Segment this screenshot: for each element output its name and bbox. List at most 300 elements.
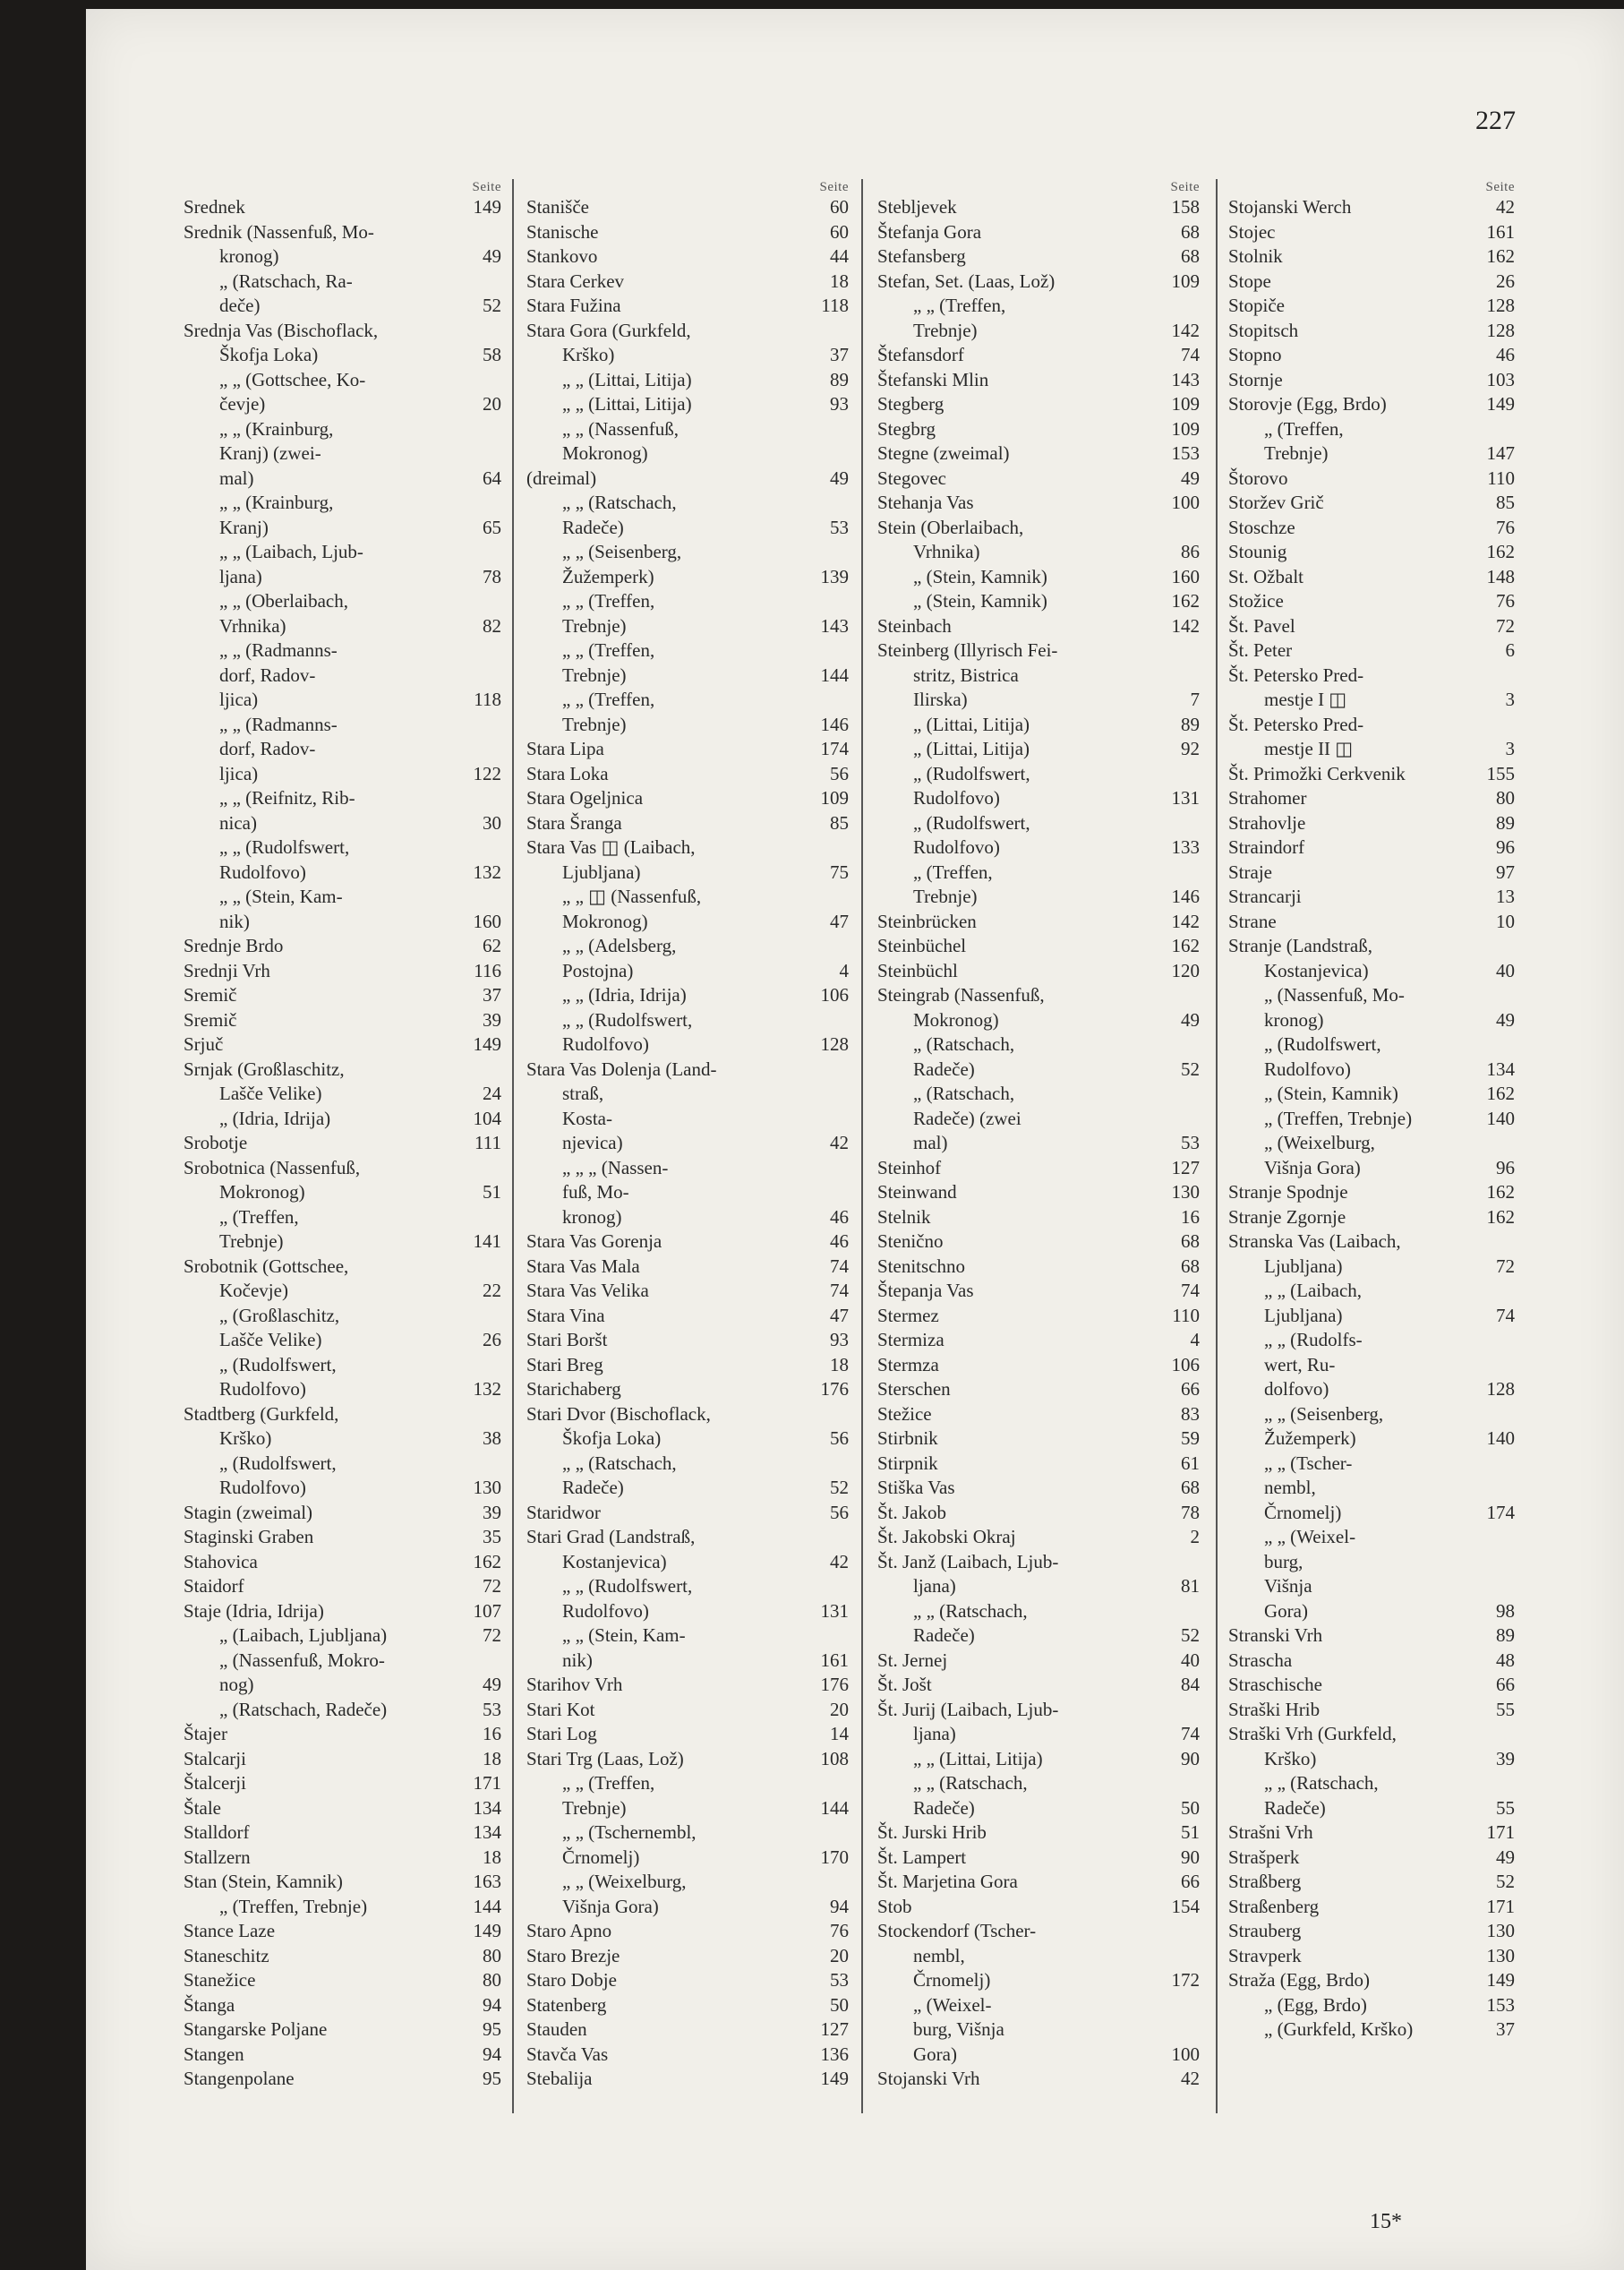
entry-name: čevje) <box>219 393 266 415</box>
entry-page: 109 <box>1171 270 1200 292</box>
index-column-4 <box>1228 179 1515 2043</box>
entry-page: 128 <box>1486 295 1515 316</box>
entry-page: 90 <box>1181 1747 1200 1769</box>
index-entry <box>526 1895 849 1920</box>
entry-name: „ (Ratschach, Radeče) <box>219 1698 388 1720</box>
entry-page: 176 <box>820 1378 849 1400</box>
entry-page: 148 <box>1486 565 1515 587</box>
entry-page: 39 <box>1496 1747 1515 1769</box>
entry-name: Stauden <box>526 2018 587 2040</box>
entry-name: „ (Egg, Brdo) <box>1264 1993 1367 2016</box>
index-entry <box>877 1452 1200 1477</box>
entry-name: Stirpnik <box>877 1452 938 1474</box>
index-entry <box>1228 811 1515 836</box>
entry-name: Štale <box>184 1796 221 1819</box>
entry-page <box>813 688 849 713</box>
index-entry <box>526 762 849 787</box>
entry-page <box>813 1082 849 1107</box>
entry-name: Steinwand <box>877 1181 957 1203</box>
entry-page <box>466 664 501 689</box>
index-entry <box>184 589 501 614</box>
index-entry <box>877 540 1200 565</box>
entry-page: 93 <box>830 393 849 415</box>
entry-name: Žužemperk) <box>1264 1427 1356 1449</box>
entry-name: Št. Jurij (Laibach, Ljub- <box>877 1698 1059 1720</box>
index-entry <box>1228 540 1515 565</box>
entry-page: 149 <box>1486 393 1515 415</box>
column-header: Seite <box>819 180 849 194</box>
index-entry <box>526 1082 849 1107</box>
index-entry <box>526 638 849 664</box>
entry-page: 132 <box>473 1378 501 1400</box>
entry-page: 38 <box>483 1427 501 1449</box>
entry-page <box>466 1156 501 1181</box>
entry-name: „ „ (Weixel- <box>1264 1526 1356 1547</box>
entry-name: mestje II ◫ <box>1264 738 1354 759</box>
entry-name: Stan (Stein, Kamnik) <box>184 1871 343 1892</box>
entry-name: Steinbach <box>877 614 952 637</box>
entry-name: nik) <box>562 1649 593 1671</box>
index-entry <box>877 713 1200 738</box>
entry-name: burg, Višnja <box>913 2018 1004 2040</box>
entry-name: Stangenpolane <box>184 2068 295 2089</box>
entry-name: Straški Hrib <box>1228 1698 1321 1720</box>
entry-name: Trebnje) <box>562 713 627 735</box>
index-entry <box>877 983 1200 1008</box>
entry-name: Stara Cerkev <box>526 270 625 292</box>
entry-page <box>466 1452 501 1477</box>
index-entry <box>1228 1820 1515 1846</box>
index-entry <box>526 835 849 861</box>
index-entry <box>526 1353 849 1378</box>
index-entry <box>184 1501 501 1526</box>
entry-page: 149 <box>820 2068 849 2089</box>
entry-name: Staro Apno <box>526 1920 612 1941</box>
entry-page: 163 <box>473 1871 501 1892</box>
entry-name: Strašni Vrh <box>1228 1821 1313 1843</box>
entry-page <box>813 1525 849 1550</box>
index-entry <box>184 1279 501 1304</box>
entry-page: 83 <box>1181 1402 1200 1425</box>
index-entry <box>526 1156 849 1181</box>
entry-page <box>1479 1550 1515 1575</box>
entry-name: „ (Nassenfuß, Mokro- <box>219 1649 385 1671</box>
entry-name: Radeče) <box>562 516 624 538</box>
entry-name: Stelnik <box>877 1205 931 1228</box>
entry-page: 111 <box>474 1132 501 1153</box>
index-entry <box>1228 1919 1515 1944</box>
entry-page: 171 <box>1486 1821 1515 1843</box>
entry-name: Strane <box>1228 910 1277 932</box>
entry-page <box>1479 713 1515 738</box>
index-entry <box>184 244 501 270</box>
index-entry <box>526 1058 849 1083</box>
entry-name: Stara Vas Velika <box>526 1280 649 1301</box>
index-entry <box>526 244 849 270</box>
index-entry <box>877 1426 1200 1452</box>
entry-name: „ (Littai, Litija) <box>913 738 1030 759</box>
entry-name: Stope <box>1228 270 1271 292</box>
entry-page: 3 <box>1505 689 1515 710</box>
index-entry <box>526 713 849 738</box>
entry-name: „ (Ratschach, Ra- <box>219 270 353 292</box>
entry-page: 26 <box>1496 270 1515 292</box>
entry-name: Št. Petersko Pred- <box>1228 664 1364 686</box>
entry-name: Št. Jakob <box>877 1501 947 1523</box>
index-entry <box>1228 1229 1515 1255</box>
entry-name: Štefanski Mlin <box>877 368 989 390</box>
index-entry <box>526 589 849 614</box>
entry-name: Kranj) <box>219 516 269 538</box>
entry-name: „ (Idria, Idrija) <box>219 1107 331 1129</box>
entry-page: 171 <box>473 1772 501 1794</box>
entry-name: Stari Breg <box>526 1353 603 1375</box>
entry-name: Stari Boršt <box>526 1329 608 1350</box>
entry-page <box>813 589 849 614</box>
entry-page: 162 <box>1486 1205 1515 1228</box>
entry-name: Staidorf <box>184 1575 244 1597</box>
entry-name: „ „ (Radmanns- <box>219 639 338 661</box>
entry-name: Stara Vas Gorenja <box>526 1230 662 1252</box>
entry-name: Stangen <box>184 2043 244 2065</box>
entry-name: Stebalija <box>526 2068 593 2089</box>
signature-mark: 15* <box>1370 2210 1402 2233</box>
entry-name: „ (Treffen, Trebnje) <box>1264 1107 1413 1129</box>
entry-page: 94 <box>830 1895 849 1917</box>
entry-page: 52 <box>1496 1871 1515 1892</box>
index-entry <box>526 1968 849 1993</box>
index-entry <box>526 614 849 639</box>
entry-name: „ „ (Rudolfswert, <box>562 1008 693 1031</box>
entry-page: 20 <box>830 1698 849 1720</box>
entry-page: 72 <box>483 1575 501 1597</box>
entry-name: Mokronog) <box>562 442 648 464</box>
entry-name: Vrhnika) <box>219 614 286 637</box>
entry-page: 143 <box>820 614 849 637</box>
entry-page: 134 <box>1486 1058 1515 1080</box>
entry-name: Št. Jošt <box>877 1674 932 1695</box>
index-entry <box>184 1402 501 1427</box>
index-entry <box>877 1944 1200 1969</box>
index-entry <box>184 1796 501 1821</box>
index-entry <box>526 1328 849 1353</box>
entry-name: Št. Primožki Cerkvenik <box>1228 762 1406 784</box>
index-entry <box>526 1426 849 1452</box>
entry-name: „ „ (Laibach, Ljub- <box>219 541 363 562</box>
entry-page: 100 <box>1171 492 1200 513</box>
index-entry <box>184 1452 501 1477</box>
index-entry <box>877 1131 1200 1156</box>
index-entry <box>877 1623 1200 1649</box>
entry-page <box>1164 861 1200 886</box>
entry-name: „ (Weixelburg, <box>1264 1132 1375 1153</box>
entry-name: ljica) <box>219 762 259 784</box>
index-entry <box>877 885 1200 910</box>
entry-name: (dreimal) <box>526 467 597 489</box>
entry-name: Stornje <box>1228 368 1283 390</box>
index-entry <box>526 2043 849 2068</box>
entry-page: 149 <box>473 196 501 218</box>
entry-name: Rudolfovo) <box>1264 1058 1351 1080</box>
index-entry <box>1228 1180 1515 1205</box>
entry-page: 80 <box>1496 787 1515 809</box>
entry-name: Steinbrücken <box>877 910 977 932</box>
index-entry <box>184 2043 501 2068</box>
entry-name: Stenično <box>877 1230 944 1252</box>
entry-page: 56 <box>830 1501 849 1523</box>
index-entry <box>526 1107 849 1132</box>
entry-page: 147 <box>1486 442 1515 464</box>
entry-name: „ „ (Idria, Idrija) <box>562 984 687 1006</box>
entry-page: 10 <box>1496 910 1515 932</box>
entry-page: 100 <box>1171 2043 1200 2065</box>
entry-page: 81 <box>1181 1575 1200 1597</box>
index-entry <box>184 934 501 959</box>
entry-page: 76 <box>830 1920 849 1941</box>
entry-page <box>813 1452 849 1477</box>
entry-page <box>1164 294 1200 319</box>
entry-name: Stara Fužina <box>526 295 621 316</box>
index-entry <box>526 467 849 492</box>
entry-page <box>466 1205 501 1230</box>
entry-page: 109 <box>1171 417 1200 440</box>
index-entry <box>877 417 1200 442</box>
index-entry <box>526 220 849 245</box>
entry-name: „ „ (Littai, Litija) <box>562 368 692 390</box>
entry-page: 162 <box>1486 1083 1515 1104</box>
entry-page: 149 <box>1486 1969 1515 1991</box>
index-entry <box>1228 1574 1515 1599</box>
index-entry <box>184 1846 501 1871</box>
entry-name: Staginski Graben <box>184 1526 314 1547</box>
entry-page: 94 <box>483 2043 501 2065</box>
entry-name: Straža (Egg, Brdo) <box>1228 1969 1371 1991</box>
index-entry <box>1228 1058 1515 1083</box>
entry-name: Stein (Oberlaibach, <box>877 516 1024 538</box>
entry-name: Srobotnica (Nassenfuß, <box>184 1156 361 1178</box>
entry-name: Strauberg <box>1228 1920 1302 1941</box>
index-entry <box>1228 368 1515 393</box>
entry-name: Stegovec <box>877 467 946 489</box>
index-entry <box>877 934 1200 959</box>
entry-name: mestje I ◫ <box>1264 689 1347 710</box>
entry-page: 74 <box>830 1280 849 1301</box>
entry-name: Št. Petersko Pred- <box>1228 713 1364 735</box>
entry-name: Straßberg <box>1228 1871 1302 1892</box>
entry-page: 98 <box>1496 1599 1515 1622</box>
entry-name: Stranska Vas (Laibach, <box>1228 1230 1401 1252</box>
index-entry <box>526 1796 849 1821</box>
entry-page: 75 <box>830 861 849 883</box>
entry-name: Srjuč <box>184 1033 224 1055</box>
index-entry <box>184 441 501 467</box>
entry-page <box>1479 1131 1515 1156</box>
index-entry <box>1228 1993 1515 2018</box>
entry-name: Štalcerji <box>184 1772 246 1794</box>
index-entry <box>526 1279 849 1304</box>
entry-page <box>466 441 501 467</box>
entry-name: Trebnje) <box>1264 442 1329 464</box>
entry-name: Straje <box>1228 861 1272 883</box>
index-entry <box>184 1771 501 1796</box>
entry-page <box>813 934 849 959</box>
index-entry <box>1228 1205 1515 1230</box>
index-entry <box>184 2067 501 2092</box>
entry-name: „ „ (Rudolfswert, <box>562 1575 693 1597</box>
entry-page: 56 <box>830 762 849 784</box>
entry-name: Lašče Velike) <box>219 1329 322 1350</box>
entry-page <box>1479 1771 1515 1796</box>
entry-page: 85 <box>1496 492 1515 513</box>
entry-page: 95 <box>483 2018 501 2040</box>
entry-name: dorf, Radov- <box>219 664 316 686</box>
entry-name: Rudolfovo) <box>562 1599 649 1622</box>
index-entry <box>526 368 849 393</box>
index-entry <box>184 1255 501 1280</box>
entry-page: 127 <box>820 2018 849 2040</box>
entry-name: Steinhof <box>877 1156 942 1178</box>
entry-name: nembl, <box>913 1944 965 1966</box>
entry-name: Rudolfovo) <box>913 787 1000 809</box>
entry-name: Stojec <box>1228 220 1276 243</box>
index-entry <box>1228 786 1515 811</box>
index-entry <box>1228 1107 1515 1132</box>
entry-page <box>1164 1919 1200 1944</box>
entry-page: 7 <box>1190 689 1200 710</box>
index-entry <box>184 1722 501 1747</box>
entry-page: 86 <box>1181 541 1200 562</box>
entry-name: Štefansdorf <box>877 344 964 365</box>
entry-name: dolfovo) <box>1264 1378 1329 1400</box>
entry-name: ljana) <box>219 565 262 587</box>
index-entry <box>877 786 1200 811</box>
entry-page: 42 <box>1181 2068 1200 2089</box>
entry-page: 154 <box>1171 1895 1200 1917</box>
entry-page: 40 <box>1181 1649 1200 1671</box>
entry-page: 78 <box>483 565 501 587</box>
entry-name: Stenitschno <box>877 1255 965 1277</box>
index-entry <box>877 638 1200 664</box>
entry-page: 85 <box>830 811 849 834</box>
entry-page <box>813 1058 849 1083</box>
index-entry <box>526 786 849 811</box>
entry-name: Strašperk <box>1228 1846 1300 1868</box>
entry-name: „ „ (Ratschach, <box>913 1772 1028 1794</box>
entry-page <box>1479 1402 1515 1427</box>
entry-page <box>466 1649 501 1674</box>
entry-name: Gora) <box>913 2043 957 2065</box>
index-entry <box>184 737 501 762</box>
entry-page: 108 <box>820 1747 849 1769</box>
entry-page: 68 <box>1181 1477 1200 1498</box>
entry-page <box>466 540 501 565</box>
entry-page: 46 <box>830 1205 849 1228</box>
entry-page <box>1479 983 1515 1008</box>
entry-page: 109 <box>820 787 849 809</box>
entry-page: 106 <box>1171 1353 1200 1375</box>
index-entry <box>877 1698 1200 1723</box>
index-entry <box>1228 589 1515 614</box>
entry-name: ljana) <box>913 1723 956 1744</box>
entry-page: 93 <box>830 1329 849 1350</box>
index-entry <box>877 441 1200 467</box>
entry-name: Št. Jakobski Okraj <box>877 1526 1016 1547</box>
entry-name: „ „ (Ratschach, <box>562 1452 677 1474</box>
entry-name: kronog) <box>219 245 279 267</box>
entry-name: Krško) <box>219 1427 272 1449</box>
entry-name: „ „ (Tscher- <box>1264 1452 1353 1474</box>
entry-name: Stavča Vas <box>526 2043 609 2065</box>
index-entry <box>184 1550 501 1575</box>
entry-name: Storovje (Egg, Brdo) <box>1228 393 1387 415</box>
index-entry <box>877 1501 1200 1526</box>
index-entry <box>184 664 501 689</box>
entry-name: „ „ (Krainburg, <box>219 492 334 513</box>
entry-name: Rudolfovo) <box>219 1378 306 1400</box>
entry-name: „ (Littai, Litija) <box>913 713 1030 735</box>
index-entry <box>1228 737 1515 762</box>
index-entry <box>184 467 501 492</box>
entry-page: 110 <box>1487 467 1515 489</box>
entry-name: Staridwor <box>526 1501 601 1523</box>
entry-page: 128 <box>1486 319 1515 341</box>
entry-name: Stermez <box>877 1304 939 1326</box>
entry-name: Rudolfovo) <box>562 1033 649 1055</box>
entry-page: 49 <box>483 1674 501 1695</box>
index-entry <box>1228 1796 1515 1821</box>
entry-name: Stebljevek <box>877 196 957 218</box>
entry-name: Trebnje) <box>913 886 978 907</box>
entry-name: Strahovlje <box>1228 811 1306 834</box>
entry-name: njevica) <box>562 1132 623 1153</box>
column-header: Seite <box>1170 180 1200 194</box>
index-entry <box>184 786 501 811</box>
index-entry <box>1228 244 1515 270</box>
entry-page <box>1164 1944 1200 1969</box>
entry-page: 74 <box>1181 1723 1200 1744</box>
entry-name: „ „ „ (Nassen- <box>562 1156 669 1178</box>
entry-page: 50 <box>830 1993 849 2016</box>
entry-page <box>466 737 501 762</box>
entry-page: 155 <box>1486 762 1515 784</box>
entry-name: „ (Treffen, <box>219 1205 299 1228</box>
entry-name: Straški Vrh (Gurkfeld, <box>1228 1723 1397 1744</box>
entry-page: 174 <box>820 738 849 759</box>
index-entry <box>526 540 849 565</box>
entry-name: „ „ (Seisenberg, <box>562 541 682 562</box>
entry-page: 89 <box>830 368 849 390</box>
entry-page <box>1479 1525 1515 1550</box>
entry-name: Stara Loka <box>526 762 609 784</box>
entry-page <box>1164 762 1200 787</box>
entry-page: 4 <box>1190 1329 1200 1350</box>
entry-page <box>466 1255 501 1280</box>
entry-page <box>1479 664 1515 689</box>
entry-name: Stara Vina <box>526 1304 605 1326</box>
entry-name: Srnjak (Großlaschitz, <box>184 1058 345 1080</box>
entry-name: mal) <box>913 1132 948 1153</box>
index-entry <box>526 910 849 935</box>
index-entry <box>184 1180 501 1205</box>
index-entry <box>184 1673 501 1698</box>
index-entry <box>1228 688 1515 713</box>
index-entry <box>1228 1722 1515 1747</box>
entry-name: „ „ (Oberlaibach, <box>219 590 348 612</box>
entry-name: Stegberg <box>877 393 944 415</box>
entry-name: St. Jernej <box>877 1649 948 1671</box>
entry-name: „ „ (Stein, Kam- <box>219 886 343 907</box>
entry-page <box>1164 1993 1200 2018</box>
